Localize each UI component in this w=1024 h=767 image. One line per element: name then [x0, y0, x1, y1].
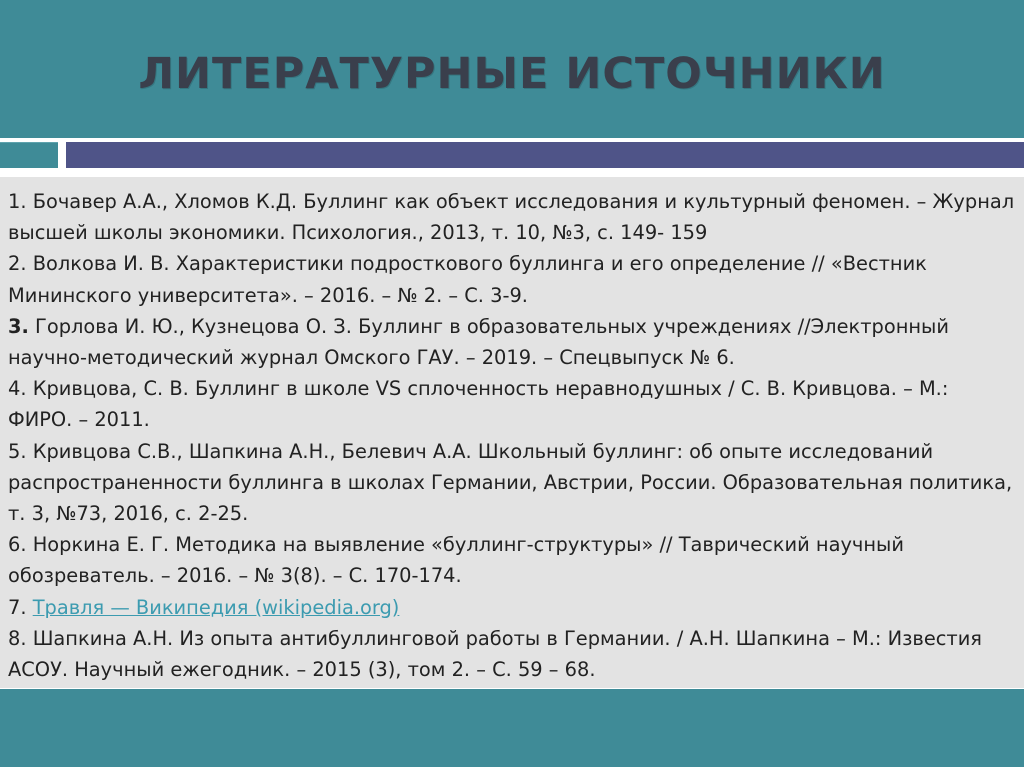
- content-area: [0, 176, 1024, 689]
- footer-band: [0, 689, 1024, 767]
- divider-line-bottom: [0, 168, 1024, 176]
- accent-gap: [58, 138, 66, 170]
- reference-item-8: [8, 623, 1016, 685]
- reference-text: Кривцова С.В., Шапкина А.Н., Белевич А.А. Школьный буллинг: об опыте исследований распространенности буллинга в школах Германии, Австрии, России. Образовательная политика, т. 3, №73, 2016, с. 2-25.: [8, 439, 1013, 526]
- reference-text: Волкова И. В. Характеристики подросткового буллинга и его определение // «Вестник Мининского университета». – 2016. – № 2. – С. 3-9.: [8, 252, 927, 307]
- reference-number: 7.: [8, 595, 27, 619]
- reference-item-2: [8, 248, 1016, 310]
- reference-item-3: [8, 311, 1016, 373]
- wikipedia-link[interactable]: Травля — Википедия (wikipedia.org): [32, 595, 400, 619]
- reference-item-5: [8, 436, 1016, 530]
- slide-title: ЛИТЕРАТУРНЫЕ ИСТОЧНИКИ: [138, 49, 886, 99]
- reference-text: Норкина Е. Г. Методика на выявление «буллинг-структуры» // Таврический научный обозреватель. – 2016. – № 3(8). – С. 170-174.: [8, 533, 904, 588]
- reference-text: Кривцова, С. В. Буллинг в школе VS сплоченность неравнодушных / С. В. Кривцова. – М.: ФИРО. – 2011.: [8, 377, 949, 432]
- reference-number: 5.: [8, 439, 27, 463]
- title-band: [0, 0, 1024, 136]
- reference-number: 4.: [8, 377, 27, 401]
- reference-item-7: [8, 592, 1016, 623]
- reference-list: [0, 177, 1024, 685]
- reference-item-4: [8, 373, 1016, 435]
- reference-number: 6.: [8, 533, 27, 557]
- reference-number: 3.: [8, 314, 29, 338]
- reference-number: 8.: [8, 626, 27, 650]
- accent-block-left: [0, 142, 58, 167]
- reference-item-1: [8, 186, 1016, 248]
- reference-text: Шапкина А.Н. Из опыта антибуллинговой работы в Германии. / А.Н. Шапкина – М.: Известия АСОУ. Научный ежегодник. – 2015 (3), том 2. – С. 59 – 68.: [8, 626, 982, 682]
- reference-text: Бочавер А.А., Хломов К.Д. Буллинг как объект исследования и культурный феномен. – Журнал высшей школы экономики. Психология., 2013, т. 10, №3, с. 149- 159: [8, 190, 1015, 245]
- accent-bar: [66, 142, 1024, 168]
- reference-number: 2.: [8, 252, 27, 276]
- reference-number: 1.: [8, 190, 27, 213]
- reference-item-6: [8, 529, 1016, 591]
- reference-text: Горлова И. Ю., Кузнецова О. З. Буллинг в образовательных учреждениях //Электронный научно-методический журнал Омского ГАУ. – 2019. – Спецвыпуск № 6.: [8, 314, 949, 370]
